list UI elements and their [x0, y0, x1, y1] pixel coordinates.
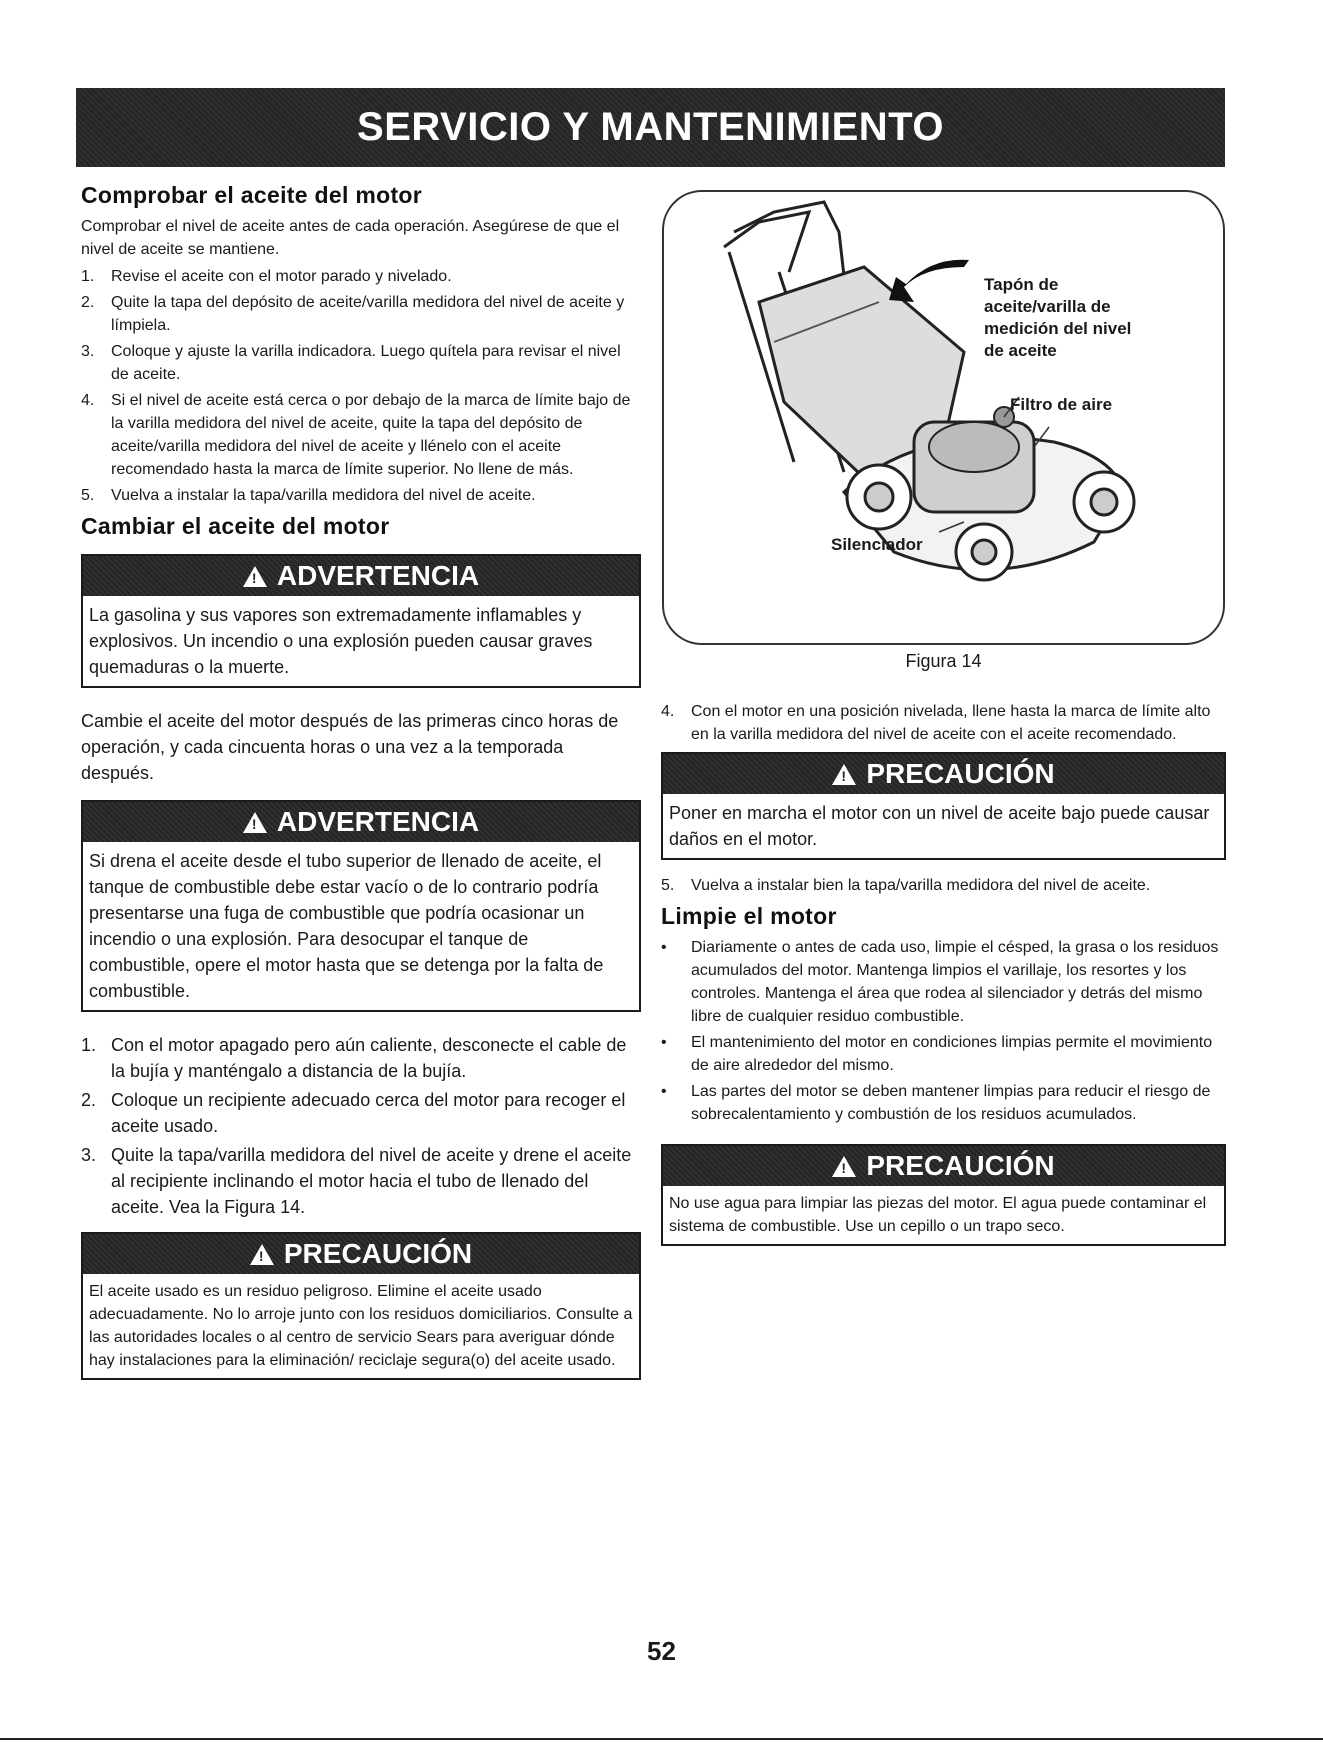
caution-triangle-icon: [250, 1244, 274, 1265]
section-banner: [76, 88, 1225, 167]
callout-muffler: Silenciador: [831, 535, 923, 554]
bullet-icon: •: [661, 939, 667, 956]
caution-header: ! PRECAUCIÓN: [663, 1146, 1224, 1186]
lawn-mower-illustration: [664, 192, 1227, 647]
refill-steps: [661, 700, 1226, 746]
heading-clean-engine: Limpie el motor: [661, 903, 837, 929]
bottom-divider: [0, 1738, 1323, 1740]
change-oil-steps: [81, 1032, 641, 1220]
caution-text: Poner en marcha el motor con un nivel de aceite bajo puede causar daños en el motor.: [669, 803, 1210, 849]
callout-air-filter: Filtro de aire: [1010, 395, 1113, 414]
warning-box-drain: [81, 800, 641, 1012]
callout-oil-cap: Tapón de aceite/varilla de medición del nivel de aceite: [984, 275, 1132, 360]
list-item: 1. Con el motor apagado pero aún caliente, desconecte el cable de la bujía y manténgalo a distancia de la bujía.: [81, 1035, 627, 1081]
page-number: 52: [647, 1636, 676, 1666]
mower-figure: [662, 190, 1225, 645]
caution-box-used-oil: [81, 1232, 641, 1380]
warning-text: Si drena el aceite desde el tubo superior de llenado de aceite, el tanque de combustible debe estar vacío o de lo contrario podría presentarse una fuga de combustible que podría ocasionar un incendio o una explosión. Para desocupar el tanque de combustible, opere el motor hasta que se detenga por la falta de combustible.: [89, 851, 604, 1001]
list-item: • Diariamente o antes de cada uso, limpie el césped, la grasa o los residuos acumulados del motor. Mantenga limpios el varillaje, los resortes y los controles. Mantenga el área que rodea al silenciador y detrás del mismo libre de cualquier residuo combustible.: [661, 936, 1226, 1028]
warning-header: ! ADVERTENCIA: [83, 802, 639, 842]
caution-text: No use agua para limpiar las piezas del motor. El agua puede contaminar el sistema de combustible. Use un cepillo o un trapo seco.: [669, 1195, 1207, 1235]
warning-header: ! ADVERTENCIA: [83, 556, 639, 596]
bullet-icon: •: [661, 1083, 667, 1100]
left-column: [81, 182, 641, 1400]
check-oil-intro: Comprobar el nivel de aceite antes de cada operación. Asegúrese de que el nivel de aceite se mantiene.: [81, 218, 620, 258]
caution-triangle-icon: [832, 764, 856, 785]
bullet-icon: •: [661, 1034, 667, 1051]
warning-box-fuel: [81, 554, 641, 688]
list-item: 5. Vuelva a instalar bien la tapa/varilla medidora del nivel de aceite.: [661, 877, 1151, 894]
list-item: 2. Quite la tapa del depósito de aceite/varilla medidora del nivel de aceite y límpiela.: [81, 294, 625, 334]
reinstall-steps: [661, 874, 1226, 897]
caution-box-water: [661, 1144, 1226, 1246]
section-title: SERVICIO Y MANTENIMIENTO: [357, 105, 944, 149]
list-item: 1. Revise el aceite con el motor parado y nivelado.: [81, 268, 452, 285]
list-item: • Las partes del motor se deben mantener limpias para reducir el riesgo de sobrecalentamiento y combustión de los residuos acumulados.: [661, 1080, 1226, 1126]
warning-triangle-icon: [243, 812, 267, 833]
warning-triangle-icon: [243, 566, 267, 587]
caution-box-low-oil: [661, 752, 1226, 860]
list-item: 3. Quite la tapa/varilla medidora del nivel de aceite y drene el aceite al recipiente inclinando el motor hacia el tubo de llenado del aceite. Vea la Figura 14.: [81, 1145, 632, 1217]
check-oil-steps: [81, 265, 641, 507]
warning-text: La gasolina y sus vapores son extremadamente inflamables y explosivos. Un incendio o una explosión pueden causar graves quemaduras o la muerte.: [89, 605, 593, 677]
caution-triangle-icon: [832, 1156, 856, 1177]
list-item: 4. Con el motor en una posición nivelada, llene hasta la marca de límite alto en la varilla medidora del nivel de aceite con el aceite recomendado.: [661, 703, 1211, 743]
caution-header: ! PRECAUCIÓN: [83, 1234, 639, 1274]
caution-text: El aceite usado es un residuo peligroso. Elimine el aceite usado adecuadamente. No lo arroje junto con los residuos domiciliarios. Consulte a las autoridades locales o al centro de servicio Sears para averiguar dónde hay instalaciones para la eliminación/ reciclaje segura(o) del aceite usado.: [89, 1283, 633, 1369]
heading-change-oil: Cambiar el aceite del motor: [81, 513, 390, 539]
list-item: 5. Vuelva a instalar la tapa/varilla medidora del nivel de aceite.: [81, 487, 536, 504]
list-item: 4. Si el nivel de aceite está cerca o por debajo de la marca de límite bajo de la varilla medidora del nivel de aceite, quite la tapa del depósito de aceite/varilla medidora del nivel de aceite y llénelo con el aceite recomendado hasta la marca de límite superior. No llene de más.: [81, 392, 631, 478]
change-oil-intro: Cambie el aceite del motor después de las primeras cinco horas de operación, y cada cincuenta horas o una vez a la temporada después.: [81, 711, 619, 783]
list-item: 3. Coloque y ajuste la varilla indicadora. Luego quítela para revisar el nivel de aceite.: [81, 343, 621, 383]
clean-engine-bullets: [661, 936, 1226, 1126]
caution-header: ! PRECAUCIÓN: [663, 754, 1224, 794]
figure-caption: Figura 14: [905, 651, 982, 671]
right-column: [661, 700, 1226, 1266]
list-item: 2. Coloque un recipiente adecuado cerca del motor para recoger el aceite usado.: [81, 1090, 626, 1136]
heading-check-oil: Comprobar el aceite del motor: [81, 182, 422, 208]
list-item: • El mantenimiento del motor en condiciones limpias permite el movimiento de aire alrededor del mismo.: [661, 1031, 1226, 1077]
